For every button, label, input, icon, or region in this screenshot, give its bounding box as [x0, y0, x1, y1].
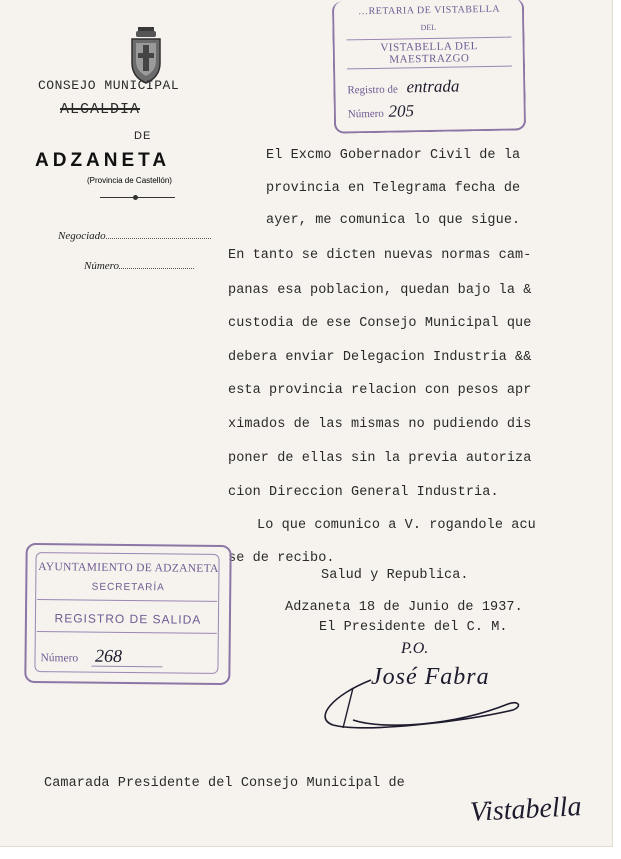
outgoing-stamp-numero: [40, 645, 162, 667]
negociado-field: [58, 229, 211, 242]
body-line: Lo que comunico a V. rogandole acu: [257, 518, 536, 533]
signatory-title: El Presidente del C. M.: [319, 620, 508, 635]
council-heading: CONSEJO MUNICIPAL: [38, 78, 180, 93]
body-line: panas esa poblacion, quedan bajo la &: [228, 283, 532, 298]
body-line: custodia de ese Consejo Municipal que: [228, 316, 532, 331]
de-label: DE: [134, 130, 152, 142]
addressee-line: Camarada Presidente del Consejo Municipal de: [44, 776, 405, 791]
registro-label: Registro de: [347, 83, 398, 97]
province-label: (Provincia de Castellón): [87, 176, 172, 185]
body-line: poner de ellas sin la previa autoriza: [228, 451, 532, 466]
received-stamp-line1: …RETARIA DE VISTABELLA: [357, 3, 501, 18]
registro-value: entrada: [406, 76, 460, 97]
alcaldia-heading: [60, 101, 140, 118]
body-line: provincia en Telegrama fecha de: [266, 181, 521, 196]
body-line: ximados de las mismas no pudiendo dis: [228, 417, 532, 432]
outgoing-numero-value: 268: [91, 646, 162, 668]
outgoing-stamp-line1: AYUNTAMIENTO DE ADZANETA: [38, 561, 219, 575]
body-line: cion Direccion General Industria.: [228, 485, 499, 500]
received-stamp-line2: DEL: [420, 22, 437, 33]
outgoing-stamp-line2: SECRETARÍA: [91, 581, 165, 594]
negociado-label: Negociado: [58, 230, 106, 242]
received-stamp-line3: VISTABELLA DEL MAESTRAZGO: [347, 37, 512, 70]
received-stamp-numero: [348, 101, 415, 122]
body-line: En tanto se dicten nuevas normas cam-: [228, 248, 532, 263]
body-line: se de recibo.: [228, 551, 335, 566]
addressee-handwritten: Vistabella: [469, 791, 583, 828]
body-line: El Excmo Gobernador Civil de la: [266, 148, 521, 163]
date-line: Adzaneta 18 de Junio de 1937.: [285, 600, 523, 615]
signature-block: [313, 640, 528, 735]
signature-flourish-icon: [313, 670, 528, 735]
received-numero-label: Número: [347, 107, 384, 121]
town-name: ADZANETA: [35, 150, 171, 171]
outgoing-stamp: [24, 543, 231, 685]
letterhead-divider: [100, 197, 175, 198]
received-numero-value: 205: [388, 101, 415, 121]
signature-name: José Fabra: [371, 664, 490, 690]
numero-label: Número: [84, 260, 120, 272]
numero-field: [84, 259, 194, 272]
outgoing-numero-label: Número: [40, 652, 79, 665]
body-line: debera enviar Delegacion Industria &&: [228, 350, 532, 365]
outgoing-stamp-line3: REGISTRO DE SALIDA: [54, 611, 202, 627]
received-stamp: [332, 0, 526, 134]
body-line: esta provincia relacion con pesos apr: [228, 383, 532, 398]
closing-line: Salud y Republica.: [321, 568, 469, 583]
alcaldia-struck-text: ALCALDIA: [60, 101, 141, 118]
per-order-mark: P.O.: [401, 640, 429, 657]
body-line: ayer, me comunica lo que sigue.: [266, 213, 521, 228]
received-stamp-registro: [347, 76, 459, 98]
